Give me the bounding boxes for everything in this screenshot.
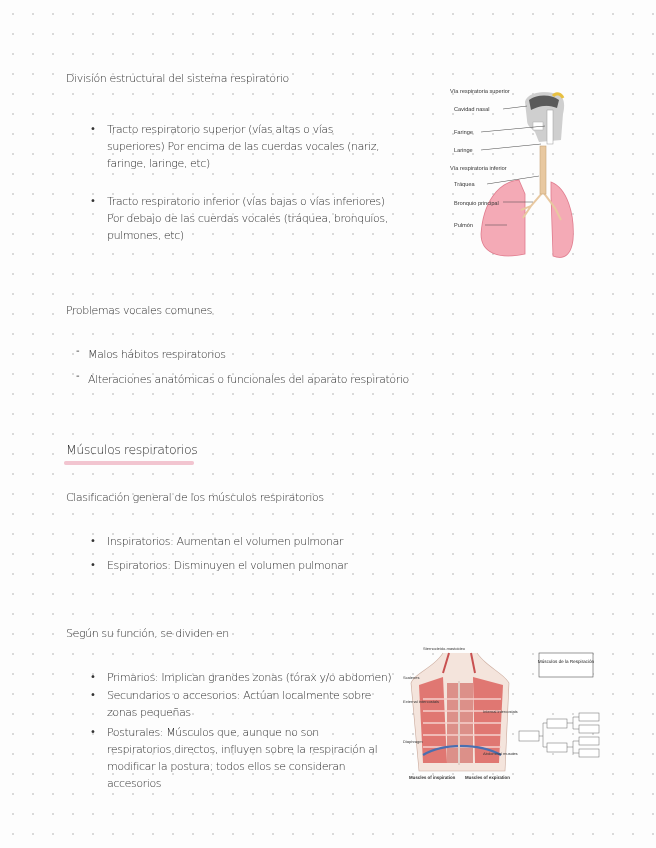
bullet-dot: • xyxy=(90,560,96,571)
list-item-alterations: Alteraciones anatómicas o funcionales del aparato respiratorio xyxy=(88,373,409,386)
heading-highlight xyxy=(64,461,194,465)
list-item-secondary: Secundarios o accesorios: Actúan localmente sobre zonas pequeñas xyxy=(107,689,371,720)
figure-label-scalenes: Scalenes xyxy=(403,675,420,680)
figure-label-pharynx: Faringe xyxy=(454,130,473,136)
figure-label-larynx: Laringe xyxy=(454,148,473,154)
section-title-structural-division: División estructural del sistema respiratorio xyxy=(66,72,289,85)
figure-label-main-bronchus: Bronquio principal xyxy=(454,201,499,207)
figure-label-external-intercostals: External intercostals xyxy=(403,699,440,704)
list-item-expiratory: Espiratorios: Disminuyen el volumen pulmonar xyxy=(107,559,348,572)
bullet-dot: • xyxy=(90,196,96,207)
bullet-dot: • xyxy=(90,727,96,738)
figure-label-trachea: Tráquea xyxy=(454,182,475,188)
bullet-dot: • xyxy=(90,536,96,547)
figure-label-sternocleidomastoid: Sternocleido-mastoideo xyxy=(423,646,466,651)
figure-caption-inspiration: Muscles of inspiration xyxy=(409,775,456,780)
section-subtitle-classification: Clasificación general de los músculos respiratorios xyxy=(66,491,324,504)
figure-label-diaphragm: Diaphragm xyxy=(403,739,423,744)
figure-label-abdominal-muscles: Abdominal muscles xyxy=(483,751,518,756)
figure-label-nasal-cavity: Cavidad nasal xyxy=(454,107,490,113)
dash-marker: - xyxy=(76,346,80,357)
bullet-dot: • xyxy=(90,672,96,683)
figure-caption-expiration: Muscles of expiration xyxy=(465,775,510,780)
figure-label-lower-tract: Vía respiratoria inferior xyxy=(450,166,507,172)
respiratory-tract-figure xyxy=(447,84,577,266)
chart-title-muscles: Músculos de la Respiración xyxy=(537,659,595,664)
list-item-inspiratory: Inspiratorios: Aumentan el volumen pulmonar xyxy=(107,535,344,548)
figure-label-internal-intercostals: Internal intercostals xyxy=(483,709,518,714)
list-item-bad-habits: Malos hábitos respiratorios xyxy=(88,348,226,361)
heading-respiratory-muscles: Músculos respiratorios xyxy=(66,442,198,457)
list-item-primary: Primarios: Implican grandes zonas (tórax y/o abdomen) xyxy=(107,671,392,684)
respiratory-muscles-figure xyxy=(403,643,608,783)
bullet-dot: • xyxy=(90,690,96,701)
section-title-vocal-problems: Problemas vocales comunes xyxy=(66,304,212,317)
list-item-lower-tract: Tracto respiratorio inferior (vías bajas o vías inferiores) Por debajo de las cuerdas vocales (tráquea, bronquios, pulmones, etc) xyxy=(107,195,388,243)
figure-label-upper-tract: Vía respiratoria superior xyxy=(450,89,510,95)
figure-label-lung: Pulmón xyxy=(454,223,473,229)
dash-marker: - xyxy=(76,371,80,382)
bullet-dot: • xyxy=(90,124,96,135)
list-item-upper-tract: Tracto respiratorio superior (vías altas o vías superiores) Por encima de las cuerdas vocales (nariz, faringe, laringe, etc) xyxy=(107,123,380,171)
list-item-postural: Posturales: Músculos que, aunque no son respiratorios directos, influyen sobre la respiración al modificar la postura; todos ellos se consideran accesorios xyxy=(107,726,378,791)
section-title-by-function: Según su función, se dividen en xyxy=(66,627,229,640)
